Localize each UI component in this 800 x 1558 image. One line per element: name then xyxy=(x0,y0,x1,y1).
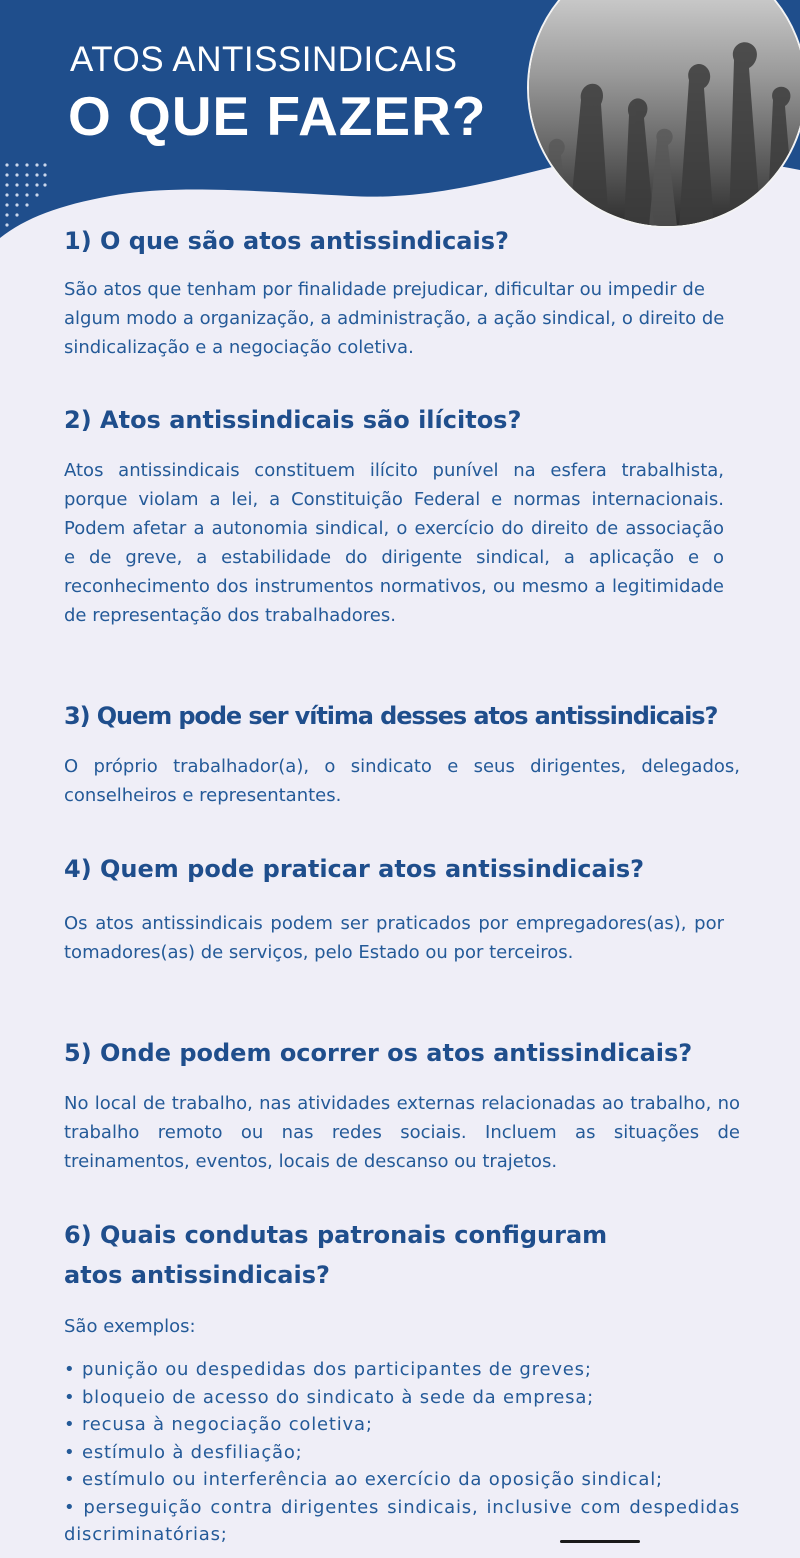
list-item: • punição ou despedidas dos participantes de greves; xyxy=(64,1359,592,1380)
question-6-intro: São exemplos: xyxy=(64,1316,196,1337)
list-item: • estímulo ou interferência ao exercício da oposição sindical; xyxy=(64,1469,663,1490)
list-item: • estímulo à desfiliação; xyxy=(64,1441,303,1463)
list-item: • perseguição contra dirigentes sindicais, inclusive com despedidas discriminatórias; xyxy=(64,1496,740,1545)
question-4-title: 4) Quem pode praticar atos antissindicais? xyxy=(64,855,645,883)
question-2-title: 2) Atos antissindicais são ilícitos? xyxy=(64,406,522,434)
header-title-line2: O QUE FAZER? xyxy=(68,85,487,147)
question-6-title-line2: atos antissindicais? xyxy=(64,1261,330,1289)
list-item: • bloqueio de acesso do sindicato à sede da empresa; xyxy=(64,1386,595,1408)
list-item: • recusa à negociação coletiva; xyxy=(64,1414,373,1435)
dot-grid-decoration xyxy=(4,162,48,234)
examples-list xyxy=(64,1356,740,1549)
header-title-line1: ATOS ANTISSINDICAIS xyxy=(70,40,458,79)
question-5-title: 5) Onde podem ocorrer os atos antissindicais? xyxy=(64,1039,693,1067)
question-2-answer: Atos antissindicais constituem ilícito punível na esfera trabalhista, porque violam a lei, a Constituição Federal e normas internacionais. Podem afetar a autonomia sindical, o exercício do direito de associação e de greve, a estabilidade do dirigente sindical, a aplicação e o reconhecimento dos instrumentos normativos, ou mesmo a legitimidade de representação dos trabalhadores. xyxy=(64,460,724,626)
scroll-indicator-bar xyxy=(560,1540,640,1543)
question-6-title-line1: 6) Quais condutas patronais configuram xyxy=(64,1221,608,1249)
question-4-answer: Os atos antissindicais podem ser praticados por empregadores(as), por tomadores(as) de serviços, pelo Estado ou por terceiros. xyxy=(64,913,724,963)
question-1-title: 1) O que são atos antissindicais? xyxy=(64,227,509,255)
question-3-answer: O próprio trabalhador(a), o sindicato e seus dirigentes, delegados, conselheiros e representantes. xyxy=(64,756,740,806)
question-3-title: 3) Quem pode ser vítima desses atos antissindicais? xyxy=(64,702,718,730)
question-1-answer: São atos que tenham por finalidade prejudicar, dificultar ou impedir de algum modo a organização, a administração, a ação sindical, o direito de sindicalização e a negociação coletiva. xyxy=(64,279,725,358)
question-5-answer: No local de trabalho, nas atividades externas relacionadas ao trabalho, no trabalho remoto ou nas redes sociais. Incluem as situações de treinamentos, eventos, locais de descanso ou trajetos. xyxy=(64,1093,740,1172)
